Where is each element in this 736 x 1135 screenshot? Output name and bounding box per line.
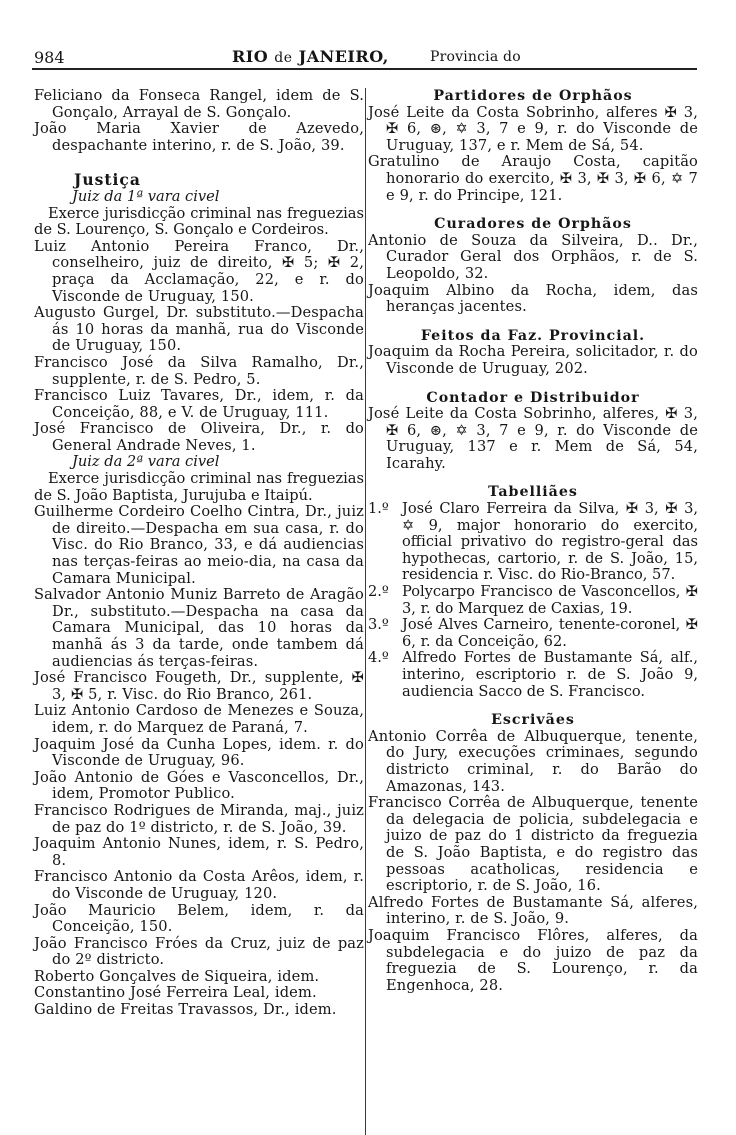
- left-column: [34, 88, 364, 1019]
- numbered-item: 3.º José Alves Carneiro, tenente-coronel, ✠ 6, r. da Conceição, 62.: [368, 616, 698, 650]
- numbered-item: 1.º José Claro Ferreira da Silva, ✠ 3, ✠ 3, ✡ 9, major honorario do exercito, official privativo do registro-geral das hypothecas, cartorio, r. de S. João, 15, residencia r. Visc. do Rio-Branco, 57.: [368, 500, 698, 584]
- section-intro: Exerce jurisdicção criminal nas freguezias de S. Lourenço, S. Gonçalo e Cordeiros.: [34, 204, 364, 239]
- list-item: Feliciano da Fonseca Rangel, idem de S. Gonçalo, Arrayal de S. Gonçalo.: [34, 87, 364, 121]
- section-heading-justica: Justiça: [74, 170, 141, 190]
- list-item: Alfredo Fortes de Bustamante Sá, alferes, interino, r. de S. João, 9.: [368, 893, 698, 928]
- list-item: Antonio Corrêa de Albuquerque, tenente, do Jury, execuções criminaes, segundo districto criminal, r. do Barão do Amazonas, 143.: [368, 727, 698, 795]
- header-rule: [32, 68, 697, 70]
- page-title: RIO de JANEIRO,: [232, 47, 389, 66]
- section-heading-contador: Contador e Distribuidor: [426, 389, 640, 406]
- list-item: João Mauricio Belem, idem, r. da Conceição, 150.: [34, 901, 364, 936]
- list-item: Joaquim da Rocha Pereira, solicitador, r. do Visconde de Uruguay, 202.: [368, 343, 698, 377]
- list-item: Francisco José da Silva Ramalho, Dr., supplente, r. de S. Pedro, 5.: [34, 353, 364, 388]
- list-item: Francisco Rodrigues de Miranda, maj., juiz de paz do 1º districto, r. de S. João, 39.: [34, 801, 364, 836]
- list-item: Joaquim Antonio Nunes, idem, r. S. Pedro, 8.: [34, 835, 364, 869]
- subsection-title-vara-2: Juiz da 2ª vara civel: [72, 453, 220, 471]
- list-item: João Maria Xavier de Azevedo, despachante interino, r. de S. João, 39.: [34, 120, 364, 154]
- list-item: José Francisco de Oliveira, Dr., r. do General Andrade Neves, 1.: [34, 420, 364, 454]
- list-item: Joaquim Francisco Flôres, alferes, da subdelegacia e do juizo de paz da freguezia de S. Lourenço, r. da Engenhoca, 28.: [368, 926, 698, 994]
- section-heading-tabelliaes: Tabelliães: [488, 484, 578, 501]
- list-item: Francisco Antonio da Costa Arêos, idem, r. do Visconde de Uruguay, 120.: [34, 868, 364, 902]
- running-header: [32, 44, 697, 70]
- right-column: [368, 88, 698, 994]
- column-divider: [365, 88, 366, 1135]
- list-item: José Francisco Fougeth, Dr., supplente, ✠ 3, ✠ 5, r. Visc. do Rio Branco, 261.: [34, 669, 364, 703]
- list-item: Constantino José Ferreira Leal, idem.: [34, 984, 317, 1002]
- numbered-item: 4.º Alfredo Fortes de Bustamante Sá, alf., interino, escriptorio r. de S. João 9, audiencia Sacco de S. Francisco.: [368, 649, 698, 700]
- list-item: Roberto Gonçalves de Siqueira, idem.: [34, 967, 320, 985]
- list-item: Joaquim Albino da Rocha, idem, das heranças jacentes.: [368, 281, 698, 316]
- list-item: Gratulino de Araujo Costa, capitão honorario do exercito, ✠ 3, ✠ 3, ✠ 6, ✡ 7 e 9, r. do Principe, 121.: [368, 153, 698, 204]
- subsection-title-vara-1: Juiz da 1ª vara civel: [72, 187, 220, 205]
- list-item: João Antonio de Góes e Vasconcellos, Dr., idem, Promotor Publico.: [34, 768, 364, 803]
- list-item: Augusto Gurgel, Dr. substituto.—Despacha ás 10 horas da manhã, rua do Visconde de Uruguay, 150.: [34, 304, 364, 355]
- list-item: Luiz Antonio Pereira Franco, Dr., conselheiro, juiz de direito, ✠ 5; ✠ 2, praça da Acclamação, 22, e r. do Visconde de Uruguay, 150.: [34, 237, 364, 305]
- numbered-item: 2.º Polycarpo Francisco de Vasconcellos, ✠ 3, r. do Marquez de Caxias, 19.: [368, 583, 698, 617]
- list-item: Salvador Antonio Muniz Barreto de Aragão Dr., substituto.—Despacha na casa da Camara Municipal, das 10 horas da manhã ás 3 da tarde, onde tambem dá audiencias ás terças-feiras.: [34, 586, 364, 670]
- list-item: Luiz Antonio Cardoso de Menezes e Souza, idem, r. do Marquez de Paraná, 7.: [34, 702, 364, 736]
- list-item: João Francisco Fróes da Cruz, juiz de paz do 2º districto.: [34, 934, 364, 969]
- section-intro: Exerce jurisdicção criminal nas freguezias de S. João Baptista, Jurujuba e Itaipú.: [34, 470, 364, 504]
- page-number: 984: [34, 48, 65, 67]
- list-item: José Leite da Costa Sobrinho, alferes, ✠ 3, ✠ 6, ⊛, ✡ 3, 7 e 9, r. do Visconde de Uruguay, 137 e r. Mem de Sá, 54, Icarahy.: [368, 405, 698, 472]
- section-heading-curadores: Curadores de Orphãos: [434, 216, 632, 233]
- list-item: Antonio de Souza da Silveira, D.. Dr., Curador Geral dos Orphãos, r. de S. Leopoldo, 32.: [368, 231, 698, 282]
- section-heading-partidores: Partidores de Orphãos: [433, 88, 633, 104]
- page-subtitle: Provincia do: [430, 49, 521, 65]
- list-item: Francisco Corrêa de Albuquerque, tenente da delegacia de policia, subdelegacia e juizo de paz do 1 districto da freguezia de S. João Baptista, e do registro das pessoas acatholicas, residencia e escriptorio, r. de S. João, 16.: [368, 794, 698, 895]
- list-item: Galdino de Freitas Travassos, Dr., idem.: [34, 1001, 337, 1019]
- list-item: Joaquim José da Cunha Lopes, idem. r. do Visconde de Uruguay, 96.: [34, 735, 364, 770]
- list-item: Guilherme Cordeiro Coelho Cintra, Dr., juiz de direito.—Despacha em sua casa, r. do Visc. do Rio Branco, 33, e dá audiencias nas terças-feiras ao meio-dia, na casa da Camara Municipal.: [34, 503, 364, 587]
- section-heading-feitos: Feitos da Faz. Provincial.: [420, 327, 646, 344]
- section-heading-escrivaes: Escrivães: [491, 712, 575, 729]
- list-item: Francisco Luiz Tavares, Dr., idem, r. da Conceição, 88, e V. de Uruguay, 111.: [34, 387, 364, 421]
- list-item: José Leite da Costa Sobrinho, alferes ✠ 3, ✠ 6, ⊛, ✡ 3, 7 e 9, r. do Visconde de Uruguay, 137, e r. Mem de Sá, 54.: [368, 103, 698, 154]
